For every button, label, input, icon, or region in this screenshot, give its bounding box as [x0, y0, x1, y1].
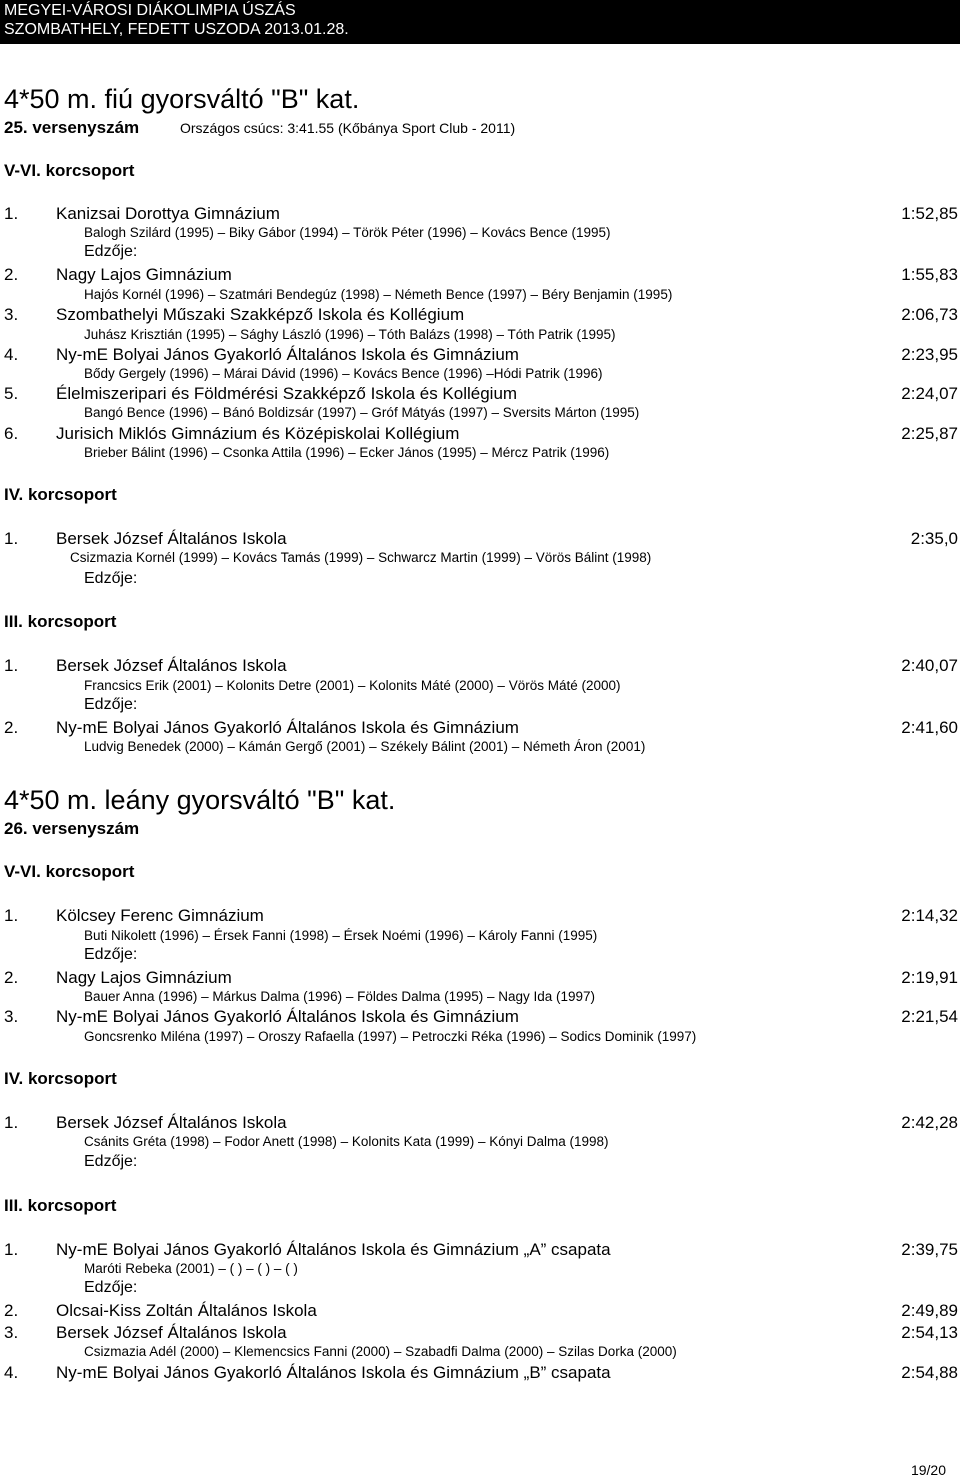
- result-time: 1:52,85: [901, 204, 958, 223]
- place: 1.: [4, 656, 19, 675]
- place: 5.: [4, 384, 19, 403]
- coach-label: Edzője:: [84, 1279, 138, 1296]
- team-members: Ludvig Benedek (2000) – Kámán Gergő (2001) – Székely Bálint (2001) – Németh Áron (2001): [84, 739, 646, 754]
- team-members: Csizmazia Kornél (1999) – Kovács Tamás (1999) – Schwarcz Martin (1999) – Vörös Bálint (1998): [70, 550, 652, 565]
- school-name: Bersek József Általános Iskola: [56, 1323, 287, 1342]
- result-time: 2:25,87: [901, 424, 958, 443]
- age-group-heading: III. korcsoport: [4, 612, 117, 631]
- school-name: Szombathelyi Műszaki Szakképző Iskola és Kollégium: [56, 305, 465, 324]
- team-members: Hajós Kornél (1996) – Szatmári Bendegúz (1998) – Németh Bence (1997) – Béry Benjamin (1995): [84, 287, 673, 302]
- team-members: Csizmazia Adél (2000) – Klemencsics Fanni (2000) – Szabadfi Dalma (2000) – Szilas Dorka (2000): [84, 1344, 677, 1359]
- school-name: Olcsai-Kiss Zoltán Általános Iskola: [56, 1301, 317, 1320]
- team-members: Goncsrenko Miléna (1997) – Oroszy Rafaella (1997) – Petroczki Réka (1996) – Sodics Dominik (1997): [84, 1029, 697, 1044]
- place: 1.: [4, 204, 19, 223]
- event-number: 25. versenyszám: [4, 118, 140, 137]
- team-members: Balogh Szilárd (1995) – Biky Gábor (1994) – Török Péter (1996) – Kovács Bence (1995): [84, 225, 611, 240]
- place: 2.: [4, 265, 19, 284]
- place: 6.: [4, 424, 19, 443]
- page-number: 19/20: [910, 1462, 946, 1478]
- place: 1.: [4, 1240, 19, 1259]
- event-title: 4*50 m. fiú gyorsváltó "B" kat.: [4, 84, 360, 114]
- result-time: 2:49,89: [901, 1301, 958, 1320]
- team-members: Maróti Rebeka (2001) – ( ) – ( ) – ( ): [84, 1261, 298, 1276]
- place: 1.: [4, 1113, 19, 1132]
- event-number: 26. versenyszám: [4, 819, 140, 838]
- school-name: Élelmiszeripari és Földmérési Szakképző Iskola és Kollégium: [56, 384, 518, 403]
- place: 4.: [4, 1363, 19, 1382]
- result-time: 1:55,83: [901, 265, 958, 284]
- result-time: 2:24,07: [901, 384, 958, 403]
- result-time: 2:39,75: [901, 1240, 958, 1259]
- event-title: 4*50 m. leány gyorsváltó "B" kat.: [4, 785, 396, 815]
- result-time: 2:21,54: [901, 1007, 958, 1026]
- result-time: 2:35,0: [910, 529, 958, 548]
- school-name: Jurisich Miklós Gimnázium és Középiskolai Kollégium: [56, 424, 460, 443]
- result-time: 2:54,88: [901, 1363, 958, 1382]
- team-members: Bangó Bence (1996) – Bánó Boldizsár (1997) – Gróf Mátyás (1997) – Sversits Márton (1995): [84, 405, 640, 420]
- age-group-heading: IV. korcsoport: [4, 1069, 117, 1088]
- coach-label: Edzője:: [84, 243, 138, 260]
- team-members: Brieber Bálint (1996) – Csonka Attila (1996) – Ecker János (1995) – Mércz Patrik (1996): [84, 445, 610, 460]
- result-time: 2:42,28: [901, 1113, 958, 1132]
- place: 3.: [4, 305, 19, 324]
- result-time: 2:41,60: [901, 718, 958, 737]
- team-members: Juhász Krisztián (1995) – Sághy László (1996) – Tóth Balázs (1998) – Tóth Patrik (1995): [84, 327, 616, 342]
- age-group-heading: V-VI. korcsoport: [4, 862, 135, 881]
- venue-date: SZOMBATHELY, FEDETT USZODA 2013.01.28.: [4, 21, 349, 38]
- school-name: Nagy Lajos Gimnázium: [56, 265, 232, 284]
- coach-label: Edzője:: [84, 696, 138, 713]
- team-members: Bődy Gergely (1996) – Márai Dávid (1996) – Kovács Bence (1996) –Hódi Patrik (1996): [84, 366, 603, 381]
- header-banner: [0, 0, 960, 44]
- place: 1.: [4, 906, 19, 925]
- result-time: 2:14,32: [901, 906, 958, 925]
- coach-label: Edzője:: [84, 946, 138, 963]
- result-time: 2:06,73: [901, 305, 958, 324]
- school-name: Kanizsai Dorottya Gimnázium: [56, 204, 280, 223]
- school-name: Kölcsey Ferenc Gimnázium: [56, 906, 264, 925]
- place: 2.: [4, 968, 19, 987]
- result-time: 2:54,13: [901, 1323, 958, 1342]
- team-members: Francsics Erik (2001) – Kolonits Detre (2001) – Kolonits Máté (2000) – Vörös Máté (2000): [84, 678, 621, 693]
- school-name: Bersek József Általános Iskola: [56, 656, 287, 675]
- result-time: 2:40,07: [901, 656, 958, 675]
- result-time: 2:23,95: [901, 345, 958, 364]
- team-members: Bauer Anna (1996) – Márkus Dalma (1996) – Földes Dalma (1995) – Nagy Ida (1997): [84, 989, 596, 1004]
- national-record: Országos csúcs: 3:41.55 (Kőbánya Sport Club - 2011): [180, 120, 516, 136]
- school-name: Ny-mE Bolyai János Gyakorló Általános Iskola és Gimnázium: [56, 1007, 519, 1026]
- place: 3.: [4, 1007, 19, 1026]
- school-name: Bersek József Általános Iskola: [56, 529, 287, 548]
- school-name: Ny-mE Bolyai János Gyakorló Általános Iskola és Gimnázium: [56, 345, 519, 364]
- competition-title: MEGYEI-VÁROSI DIÁKOLIMPIA ÚSZÁS: [4, 2, 296, 19]
- place: 2.: [4, 1301, 19, 1320]
- place: 1.: [4, 529, 19, 548]
- place: 4.: [4, 345, 19, 364]
- school-name: Ny-mE Bolyai János Gyakorló Általános Iskola és Gimnázium: [56, 718, 519, 737]
- coach-label: Edzője:: [84, 570, 138, 587]
- coach-label: Edzője:: [84, 1153, 138, 1170]
- team-members: Buti Nikolett (1996) – Érsek Fanni (1998) – Érsek Noémi (1996) – Károly Fanni (1995): [84, 928, 598, 943]
- team-members: Csánits Gréta (1998) – Fodor Anett (1998) – Kolonits Kata (1999) – Kónyi Dalma (1998): [84, 1134, 609, 1149]
- school-name: Ny-mE Bolyai János Gyakorló Általános Iskola és Gimnázium „A” csapata: [56, 1240, 611, 1259]
- school-name: Nagy Lajos Gimnázium: [56, 968, 232, 987]
- age-group-heading: V-VI. korcsoport: [4, 161, 135, 180]
- age-group-heading: IV. korcsoport: [4, 485, 117, 504]
- school-name: Ny-mE Bolyai János Gyakorló Általános Iskola és Gimnázium „B” csapata: [56, 1363, 611, 1382]
- place: 2.: [4, 718, 19, 737]
- age-group-heading: III. korcsoport: [4, 1196, 117, 1215]
- place: 3.: [4, 1323, 19, 1342]
- result-time: 2:19,91: [901, 968, 958, 987]
- school-name: Bersek József Általános Iskola: [56, 1113, 287, 1132]
